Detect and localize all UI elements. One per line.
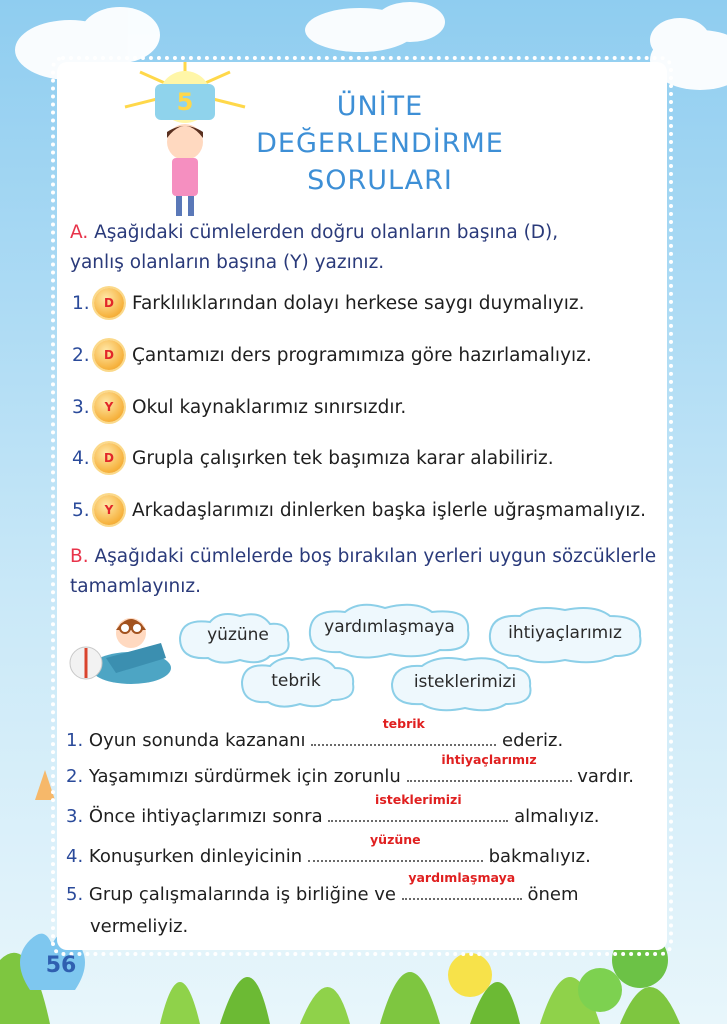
item-number: 3. bbox=[66, 806, 84, 827]
sentence-before: Önce ihtiyaçlarımızı sonra bbox=[88, 806, 323, 827]
section-a-instruction bbox=[70, 218, 558, 278]
instruction-line: Aşağıdaki cümlelerde boş bırakılan yerleri uygun sözcüklerle bbox=[94, 546, 657, 567]
list-item bbox=[72, 389, 406, 425]
sentence-continuation: vermeliyiz. bbox=[90, 916, 189, 937]
sentence-before: Grup çalışmalarında iş birliğine ve bbox=[88, 884, 397, 905]
answer-badge[interactable]: D bbox=[94, 443, 124, 473]
filled-answer: yüzüne bbox=[370, 832, 421, 847]
answer-blank[interactable] bbox=[328, 792, 508, 822]
instruction-line: tamamlayınız. bbox=[70, 576, 201, 597]
answer-badge[interactable]: D bbox=[94, 340, 124, 370]
sentence-before: Oyun sonunda kazananı bbox=[88, 730, 306, 751]
item-number: 5. bbox=[72, 499, 90, 521]
item-number: 2. bbox=[66, 766, 84, 787]
instruction-line: Aşağıdaki cümlelerden doğru olanların başına (D), bbox=[94, 222, 559, 243]
item-text: Arkadaşlarımızı dinlerken başka işlerle uğraşmamalıyız. bbox=[132, 499, 646, 521]
page-number: 56 bbox=[45, 953, 77, 978]
answer-blank[interactable] bbox=[407, 752, 572, 782]
sentence-after: almalıyız. bbox=[514, 806, 600, 827]
word-bank-item[interactable]: ihtiyaçlarımız bbox=[508, 623, 622, 643]
answer-blank[interactable] bbox=[402, 870, 522, 900]
section-b-letter: B. bbox=[70, 546, 89, 567]
item-text: Çantamızı ders programımıza göre hazırlamalıyız. bbox=[132, 344, 592, 366]
page-title bbox=[230, 88, 530, 199]
item-number: 1. bbox=[66, 730, 84, 751]
fill-sentence bbox=[66, 870, 579, 905]
fill-sentence bbox=[66, 832, 591, 867]
item-text: Okul kaynaklarımız sınırsızdır. bbox=[132, 396, 407, 418]
answer-badge[interactable]: Y bbox=[94, 495, 124, 525]
filled-answer: ihtiyaçlarımız bbox=[441, 752, 537, 767]
sentence-after: bakmalıyız. bbox=[488, 846, 591, 867]
answer-blank[interactable] bbox=[308, 832, 483, 862]
item-number: 4. bbox=[72, 447, 90, 469]
item-number: 1. bbox=[72, 292, 90, 314]
sentence-after: önem bbox=[527, 884, 579, 905]
list-item bbox=[72, 492, 646, 528]
svg-text:5: 5 bbox=[176, 88, 194, 116]
fill-sentence bbox=[66, 792, 600, 827]
answer-badge[interactable]: Y bbox=[94, 392, 124, 422]
section-a-letter: A. bbox=[70, 222, 89, 243]
title-line-2: DEĞERLENDİRME bbox=[256, 128, 504, 159]
sentence-before: Yaşamımızı sürdürmek için zorunlu bbox=[88, 766, 401, 787]
item-number: 3. bbox=[72, 396, 90, 418]
item-number: 4. bbox=[66, 846, 84, 867]
list-item bbox=[72, 337, 592, 373]
sentence-before: Konuşurken dinleyicinin bbox=[88, 846, 303, 867]
item-text: Grupla çalışırken tek başımıza karar alabiliriz. bbox=[132, 447, 554, 469]
filled-answer: tebrik bbox=[382, 716, 425, 731]
list-item bbox=[72, 285, 584, 321]
answer-badge[interactable]: D bbox=[94, 288, 124, 318]
item-number: 5. bbox=[66, 884, 84, 905]
word-bank-item[interactable]: isteklerimizi bbox=[413, 672, 517, 692]
item-text: Farklılıklarından dolayı herkese saygı duymalıyız. bbox=[132, 292, 585, 314]
sentence-after: ederiz. bbox=[502, 730, 564, 751]
pilot-plane-illustration bbox=[66, 598, 176, 698]
list-item bbox=[72, 440, 554, 476]
fill-sentence bbox=[66, 752, 634, 787]
item-number: 2. bbox=[72, 344, 90, 366]
title-line-3: SORULARI bbox=[307, 165, 453, 196]
section-b-instruction bbox=[70, 542, 656, 602]
filled-answer: isteklerimizi bbox=[375, 792, 462, 807]
answer-blank[interactable] bbox=[311, 716, 496, 746]
fill-sentence bbox=[66, 716, 564, 751]
instruction-line: yanlış olanların başına (Y) yazınız. bbox=[70, 252, 385, 273]
word-bank-item[interactable]: yüzüne bbox=[207, 625, 269, 645]
word-bank-item[interactable]: yardımlaşmaya bbox=[324, 617, 455, 637]
title-line-1: ÜNİTE bbox=[336, 91, 424, 122]
sentence-after: vardır. bbox=[577, 766, 634, 787]
word-bank-item[interactable]: tebrik bbox=[271, 671, 321, 691]
filled-answer: yardımlaşmaya bbox=[408, 870, 516, 885]
